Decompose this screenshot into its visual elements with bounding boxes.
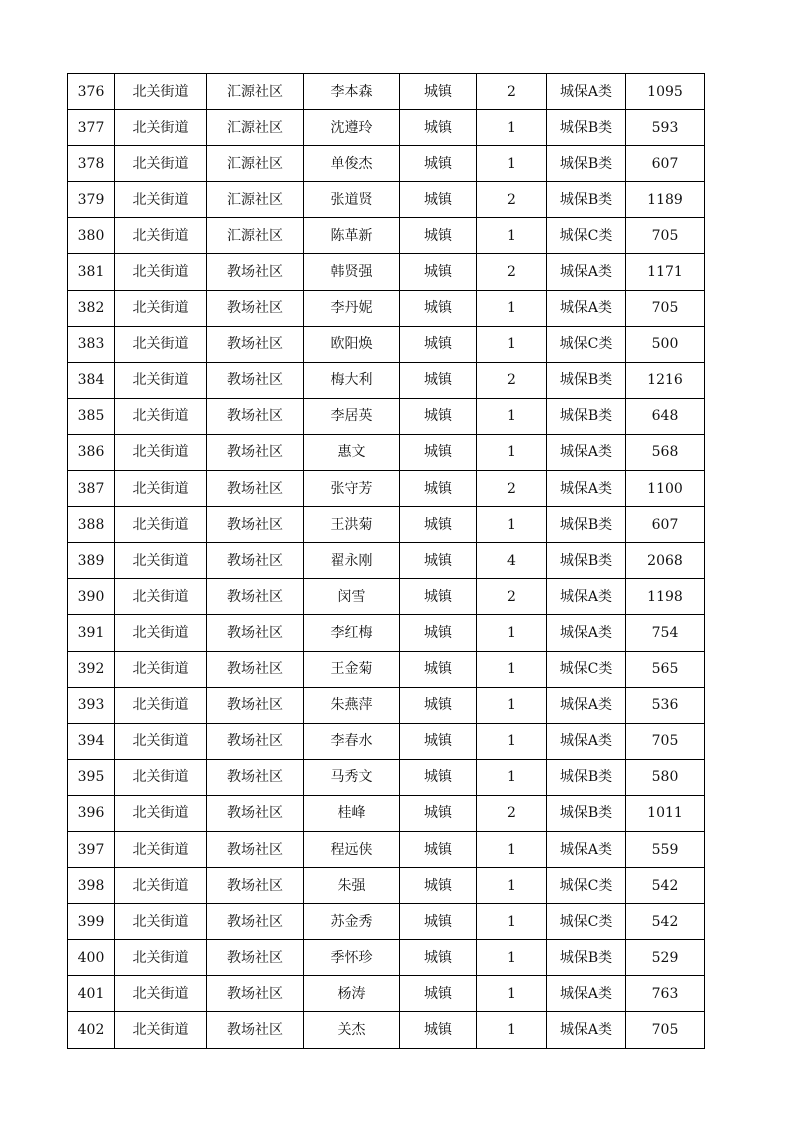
- amount-cell: 1189: [626, 182, 705, 218]
- household-type-cell: 城镇: [400, 254, 477, 290]
- category-cell: 城保B类: [547, 759, 626, 795]
- amount-cell: 565: [626, 651, 705, 687]
- name-cell: 张守芳: [304, 471, 400, 507]
- amount-cell: 500: [626, 326, 705, 362]
- name-cell: 朱燕萍: [304, 687, 400, 723]
- subdistrict-cell: 北关街道: [115, 940, 207, 976]
- serial-number-cell: 381: [68, 254, 115, 290]
- table-row: [68, 434, 705, 470]
- household-type-cell: 城镇: [400, 723, 477, 759]
- serial-number-cell: 388: [68, 507, 115, 543]
- member-count-cell: 2: [477, 471, 547, 507]
- serial-number-cell: 397: [68, 831, 115, 867]
- serial-number-cell: 395: [68, 759, 115, 795]
- table-row: [68, 182, 705, 218]
- household-type-cell: 城镇: [400, 759, 477, 795]
- amount-cell: 607: [626, 507, 705, 543]
- member-count-cell: 2: [477, 74, 547, 110]
- table-row: [68, 74, 705, 110]
- table-row: [68, 615, 705, 651]
- table-row: [68, 940, 705, 976]
- household-type-cell: 城镇: [400, 471, 477, 507]
- community-cell: 汇源社区: [207, 218, 304, 254]
- category-cell: 城保A类: [547, 615, 626, 651]
- member-count-cell: 1: [477, 398, 547, 434]
- community-cell: 汇源社区: [207, 74, 304, 110]
- member-count-cell: 1: [477, 940, 547, 976]
- name-cell: 陈革新: [304, 218, 400, 254]
- name-cell: 闵雪: [304, 579, 400, 615]
- category-cell: 城保A类: [547, 290, 626, 326]
- community-cell: 教场社区: [207, 543, 304, 579]
- member-count-cell: 1: [477, 507, 547, 543]
- member-count-cell: 2: [477, 254, 547, 290]
- subdistrict-cell: 北关街道: [115, 831, 207, 867]
- category-cell: 城保A类: [547, 471, 626, 507]
- serial-number-cell: 389: [68, 543, 115, 579]
- member-count-cell: 1: [477, 434, 547, 470]
- subdistrict-cell: 北关街道: [115, 723, 207, 759]
- serial-number-cell: 377: [68, 110, 115, 146]
- member-count-cell: 1: [477, 218, 547, 254]
- table-row: [68, 254, 705, 290]
- member-count-cell: 1: [477, 723, 547, 759]
- table-row: [68, 218, 705, 254]
- subdistrict-cell: 北关街道: [115, 74, 207, 110]
- community-cell: 教场社区: [207, 579, 304, 615]
- subdistrict-cell: 北关街道: [115, 471, 207, 507]
- amount-cell: 568: [626, 434, 705, 470]
- name-cell: 桂峰: [304, 795, 400, 831]
- category-cell: 城保B类: [547, 543, 626, 579]
- amount-cell: 2068: [626, 543, 705, 579]
- category-cell: 城保A类: [547, 831, 626, 867]
- name-cell: 张道贤: [304, 182, 400, 218]
- serial-number-cell: 379: [68, 182, 115, 218]
- category-cell: 城保C类: [547, 218, 626, 254]
- name-cell: 李红梅: [304, 615, 400, 651]
- member-count-cell: 1: [477, 290, 547, 326]
- category-cell: 城保C类: [547, 651, 626, 687]
- serial-number-cell: 383: [68, 326, 115, 362]
- serial-number-cell: 380: [68, 218, 115, 254]
- table-row: [68, 290, 705, 326]
- amount-cell: 1198: [626, 579, 705, 615]
- member-count-cell: 1: [477, 904, 547, 940]
- amount-cell: 705: [626, 723, 705, 759]
- name-cell: 李春水: [304, 723, 400, 759]
- amount-cell: 529: [626, 940, 705, 976]
- community-cell: 教场社区: [207, 290, 304, 326]
- community-cell: 教场社区: [207, 687, 304, 723]
- category-cell: 城保C类: [547, 326, 626, 362]
- community-cell: 教场社区: [207, 362, 304, 398]
- category-cell: 城保B类: [547, 795, 626, 831]
- household-type-cell: 城镇: [400, 831, 477, 867]
- amount-cell: 648: [626, 398, 705, 434]
- household-type-cell: 城镇: [400, 218, 477, 254]
- serial-number-cell: 392: [68, 651, 115, 687]
- serial-number-cell: 387: [68, 471, 115, 507]
- member-count-cell: 1: [477, 976, 547, 1012]
- serial-number-cell: 386: [68, 434, 115, 470]
- household-type-cell: 城镇: [400, 543, 477, 579]
- household-type-cell: 城镇: [400, 795, 477, 831]
- name-cell: 李丹妮: [304, 290, 400, 326]
- amount-cell: 536: [626, 687, 705, 723]
- name-cell: 韩贤强: [304, 254, 400, 290]
- amount-cell: 1100: [626, 471, 705, 507]
- household-type-cell: 城镇: [400, 651, 477, 687]
- amount-cell: 580: [626, 759, 705, 795]
- household-type-cell: 城镇: [400, 398, 477, 434]
- category-cell: 城保B类: [547, 182, 626, 218]
- category-cell: 城保A类: [547, 74, 626, 110]
- household-type-cell: 城镇: [400, 110, 477, 146]
- table-row: [68, 326, 705, 362]
- serial-number-cell: 391: [68, 615, 115, 651]
- category-cell: 城保B类: [547, 362, 626, 398]
- serial-number-cell: 394: [68, 723, 115, 759]
- serial-number-cell: 393: [68, 687, 115, 723]
- community-cell: 教场社区: [207, 976, 304, 1012]
- amount-cell: 593: [626, 110, 705, 146]
- name-cell: 梅大利: [304, 362, 400, 398]
- amount-cell: 1216: [626, 362, 705, 398]
- community-cell: 教场社区: [207, 1012, 304, 1048]
- category-cell: 城保A类: [547, 579, 626, 615]
- table-row: [68, 831, 705, 867]
- community-cell: 教场社区: [207, 904, 304, 940]
- subdistrict-cell: 北关街道: [115, 759, 207, 795]
- subdistrict-cell: 北关街道: [115, 795, 207, 831]
- table-row: [68, 687, 705, 723]
- serial-number-cell: 399: [68, 904, 115, 940]
- subdistrict-cell: 北关街道: [115, 362, 207, 398]
- amount-cell: 542: [626, 904, 705, 940]
- community-cell: 教场社区: [207, 651, 304, 687]
- name-cell: 苏金秀: [304, 904, 400, 940]
- member-count-cell: 1: [477, 831, 547, 867]
- community-cell: 教场社区: [207, 434, 304, 470]
- table-body: [68, 74, 705, 1049]
- table-row: [68, 110, 705, 146]
- community-cell: 教场社区: [207, 723, 304, 759]
- serial-number-cell: 396: [68, 795, 115, 831]
- category-cell: 城保C类: [547, 904, 626, 940]
- household-type-cell: 城镇: [400, 182, 477, 218]
- subdistrict-cell: 北关街道: [115, 579, 207, 615]
- member-count-cell: 1: [477, 146, 547, 182]
- name-cell: 王金菊: [304, 651, 400, 687]
- community-cell: 教场社区: [207, 398, 304, 434]
- name-cell: 沈遵玲: [304, 110, 400, 146]
- household-type-cell: 城镇: [400, 1012, 477, 1048]
- household-type-cell: 城镇: [400, 290, 477, 326]
- community-cell: 教场社区: [207, 471, 304, 507]
- subdistrict-cell: 北关街道: [115, 687, 207, 723]
- member-count-cell: 1: [477, 759, 547, 795]
- serial-number-cell: 384: [68, 362, 115, 398]
- name-cell: 李本森: [304, 74, 400, 110]
- serial-number-cell: 400: [68, 940, 115, 976]
- household-type-cell: 城镇: [400, 146, 477, 182]
- table-row: [68, 651, 705, 687]
- subdistrict-cell: 北关街道: [115, 1012, 207, 1048]
- name-cell: 欧阳焕: [304, 326, 400, 362]
- household-type-cell: 城镇: [400, 940, 477, 976]
- serial-number-cell: 390: [68, 579, 115, 615]
- category-cell: 城保C类: [547, 868, 626, 904]
- table-row: [68, 362, 705, 398]
- member-count-cell: 2: [477, 579, 547, 615]
- category-cell: 城保A类: [547, 1012, 626, 1048]
- table-row: [68, 795, 705, 831]
- table-row: [68, 471, 705, 507]
- subdistrict-cell: 北关街道: [115, 182, 207, 218]
- table-row: [68, 146, 705, 182]
- name-cell: 杨涛: [304, 976, 400, 1012]
- community-cell: 汇源社区: [207, 146, 304, 182]
- category-cell: 城保B类: [547, 507, 626, 543]
- subdistrict-cell: 北关街道: [115, 110, 207, 146]
- community-cell: 教场社区: [207, 940, 304, 976]
- table-row: [68, 507, 705, 543]
- subdistrict-cell: 北关街道: [115, 146, 207, 182]
- table-row: [68, 579, 705, 615]
- household-type-cell: 城镇: [400, 904, 477, 940]
- subdistrict-cell: 北关街道: [115, 976, 207, 1012]
- member-count-cell: 1: [477, 326, 547, 362]
- household-type-cell: 城镇: [400, 362, 477, 398]
- table-row: [68, 398, 705, 434]
- table-row: [68, 976, 705, 1012]
- name-cell: 关杰: [304, 1012, 400, 1048]
- name-cell: 翟永刚: [304, 543, 400, 579]
- category-cell: 城保B类: [547, 398, 626, 434]
- table-row: [68, 1012, 705, 1048]
- household-type-cell: 城镇: [400, 434, 477, 470]
- subdistrict-cell: 北关街道: [115, 434, 207, 470]
- category-cell: 城保A类: [547, 687, 626, 723]
- serial-number-cell: 398: [68, 868, 115, 904]
- household-type-cell: 城镇: [400, 976, 477, 1012]
- household-type-cell: 城镇: [400, 74, 477, 110]
- serial-number-cell: 401: [68, 976, 115, 1012]
- subdistrict-cell: 北关街道: [115, 651, 207, 687]
- household-type-cell: 城镇: [400, 579, 477, 615]
- table-row: [68, 759, 705, 795]
- serial-number-cell: 402: [68, 1012, 115, 1048]
- name-cell: 王洪菊: [304, 507, 400, 543]
- member-count-cell: 1: [477, 868, 547, 904]
- community-cell: 教场社区: [207, 615, 304, 651]
- category-cell: 城保A类: [547, 254, 626, 290]
- subdistrict-cell: 北关街道: [115, 507, 207, 543]
- assistance-table: [67, 73, 705, 1049]
- member-count-cell: 1: [477, 110, 547, 146]
- category-cell: 城保B类: [547, 940, 626, 976]
- amount-cell: 1095: [626, 74, 705, 110]
- member-count-cell: 1: [477, 615, 547, 651]
- name-cell: 单俊杰: [304, 146, 400, 182]
- member-count-cell: 1: [477, 651, 547, 687]
- community-cell: 汇源社区: [207, 182, 304, 218]
- household-type-cell: 城镇: [400, 615, 477, 651]
- amount-cell: 1171: [626, 254, 705, 290]
- subdistrict-cell: 北关街道: [115, 398, 207, 434]
- category-cell: 城保B类: [547, 110, 626, 146]
- table-row: [68, 904, 705, 940]
- community-cell: 教场社区: [207, 795, 304, 831]
- member-count-cell: 1: [477, 687, 547, 723]
- subdistrict-cell: 北关街道: [115, 254, 207, 290]
- serial-number-cell: 376: [68, 74, 115, 110]
- community-cell: 教场社区: [207, 326, 304, 362]
- amount-cell: 705: [626, 290, 705, 326]
- household-type-cell: 城镇: [400, 326, 477, 362]
- table-row: [68, 868, 705, 904]
- member-count-cell: 1: [477, 1012, 547, 1048]
- name-cell: 季怀珍: [304, 940, 400, 976]
- household-type-cell: 城镇: [400, 687, 477, 723]
- subdistrict-cell: 北关街道: [115, 290, 207, 326]
- amount-cell: 559: [626, 831, 705, 867]
- community-cell: 汇源社区: [207, 110, 304, 146]
- subdistrict-cell: 北关街道: [115, 218, 207, 254]
- serial-number-cell: 378: [68, 146, 115, 182]
- category-cell: 城保A类: [547, 434, 626, 470]
- subdistrict-cell: 北关街道: [115, 868, 207, 904]
- name-cell: 惠文: [304, 434, 400, 470]
- subdistrict-cell: 北关街道: [115, 326, 207, 362]
- name-cell: 李居英: [304, 398, 400, 434]
- name-cell: 程远侠: [304, 831, 400, 867]
- community-cell: 教场社区: [207, 868, 304, 904]
- amount-cell: 705: [626, 218, 705, 254]
- amount-cell: 754: [626, 615, 705, 651]
- subdistrict-cell: 北关街道: [115, 543, 207, 579]
- name-cell: 马秀文: [304, 759, 400, 795]
- serial-number-cell: 385: [68, 398, 115, 434]
- amount-cell: 1011: [626, 795, 705, 831]
- member-count-cell: 2: [477, 182, 547, 218]
- member-count-cell: 2: [477, 362, 547, 398]
- table-row: [68, 723, 705, 759]
- member-count-cell: 2: [477, 795, 547, 831]
- subdistrict-cell: 北关街道: [115, 904, 207, 940]
- community-cell: 教场社区: [207, 254, 304, 290]
- subdistrict-cell: 北关街道: [115, 615, 207, 651]
- amount-cell: 542: [626, 868, 705, 904]
- community-cell: 教场社区: [207, 831, 304, 867]
- member-count-cell: 4: [477, 543, 547, 579]
- amount-cell: 705: [626, 1012, 705, 1048]
- amount-cell: 607: [626, 146, 705, 182]
- category-cell: 城保A类: [547, 723, 626, 759]
- table-row: [68, 543, 705, 579]
- community-cell: 教场社区: [207, 507, 304, 543]
- category-cell: 城保A类: [547, 976, 626, 1012]
- household-type-cell: 城镇: [400, 868, 477, 904]
- category-cell: 城保B类: [547, 146, 626, 182]
- amount-cell: 763: [626, 976, 705, 1012]
- household-type-cell: 城镇: [400, 507, 477, 543]
- community-cell: 教场社区: [207, 759, 304, 795]
- serial-number-cell: 382: [68, 290, 115, 326]
- name-cell: 朱强: [304, 868, 400, 904]
